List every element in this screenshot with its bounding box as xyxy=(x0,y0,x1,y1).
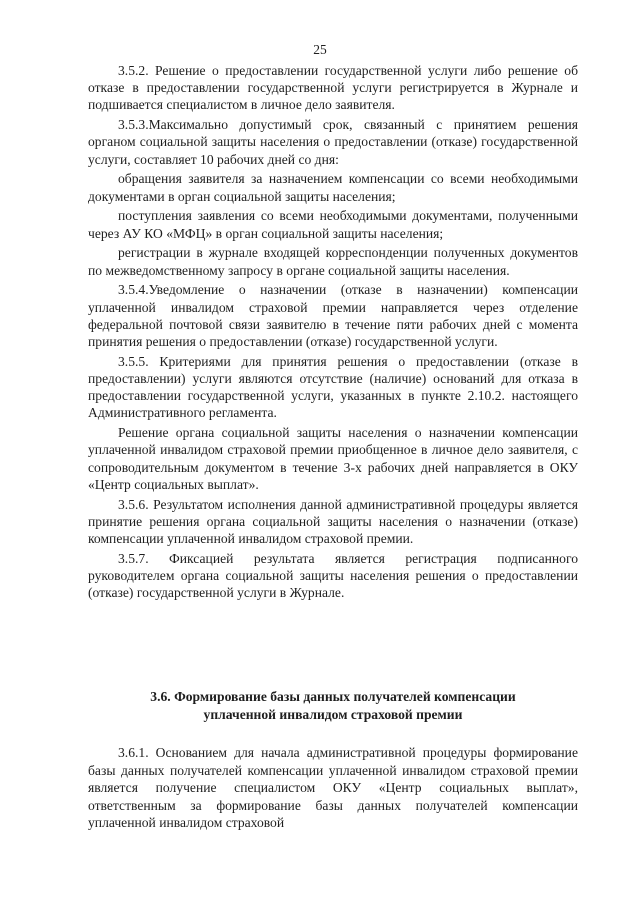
paragraph-3-5-6: 3.5.6. Результатом исполнения данной административной процедуры является принятие решения органа социальной защиты населения о назначении (отказе) компенсации уплаченной инвалидом страховой премии. xyxy=(88,496,578,547)
paragraph-3-5-3: 3.5.3.Максимально допустимый срок, связанный с принятием решения органом социальной защиты населения о предоставлении (отказе) государственной услуги, составляет 10 рабочих дней со дня: xyxy=(88,117,578,167)
section-heading-line-2: уплаченной инвалидом страховой премии xyxy=(203,707,463,722)
section-body xyxy=(88,744,578,832)
paragraph-3-5-5: 3.5.5. Критериями для принятия решения о предоставлении (отказе в предоставлении) услуги являются отсутствие (наличие) оснований для отказа в предоставлении государственной услуги, указанных в пункте 2.10.2. настоящего Административного регламента. xyxy=(88,353,578,421)
section-heading xyxy=(88,688,578,724)
paragraph-decision: Решение органа социальной защиты населения о назначении компенсации уплаченной инвалидом страховой премии приобщенное в личное дело заявителя, с сопроводительным документом в течение 3-х рабочих дней направляется в ОКУ «Центр социальных выплат». xyxy=(88,425,578,492)
paragraph-3-5-7: 3.5.7. Фиксацией результата является регистрация подписанного руководителем органа социальной защиты населения решения о предоставлении (отказе) государственной услуги в Журнале. xyxy=(88,550,578,601)
list-item-mfc-receipt: поступления заявления со всеми необходимыми документами, полученными через АУ КО «МФЦ» в орган социальной защиты населения; xyxy=(88,208,578,241)
document-body xyxy=(88,62,578,604)
paragraph-3-6-1: 3.6.1. Основанием для начала административной процедуры формирование базы данных получателей компенсации уплаченной инвалидом страховой премии является получение специалистом ОКУ «Центр социальных выплат», ответственным за формирование базы данных получателей компенсации уплаченной инвалидом страховой xyxy=(88,745,578,831)
list-item-application: обращения заявителя за назначением компенсации со всеми необходимыми документами в орган социальной защиты населения; xyxy=(88,171,578,204)
paragraph-3-5-2: 3.5.2. Решение о предоставлении государственной услуги либо решение об отказе в предоставлении государственной услуги регистрируется в Журнале и подшивается специалистом в личное дело заявителя. xyxy=(88,63,578,113)
list-item-registration: регистрации в журнале входящей корреспонденции полученных документов по межведомственному запросу в органе социальной защиты населения. xyxy=(88,245,578,278)
page-number: 25 xyxy=(313,42,327,57)
paragraph-3-5-4: 3.5.4.Уведомление о назначении (отказе в назначении) компенсации уплаченной инвалидом страховой премии направляется через отделение федеральной почтовой связи заявителю в течение пяти рабочих дней с момента принятия решения о предоставлении (отказе) государственной услуги. xyxy=(88,282,578,350)
section-heading-line-1: 3.6. Формирование базы данных получателей компенсации xyxy=(150,689,516,704)
